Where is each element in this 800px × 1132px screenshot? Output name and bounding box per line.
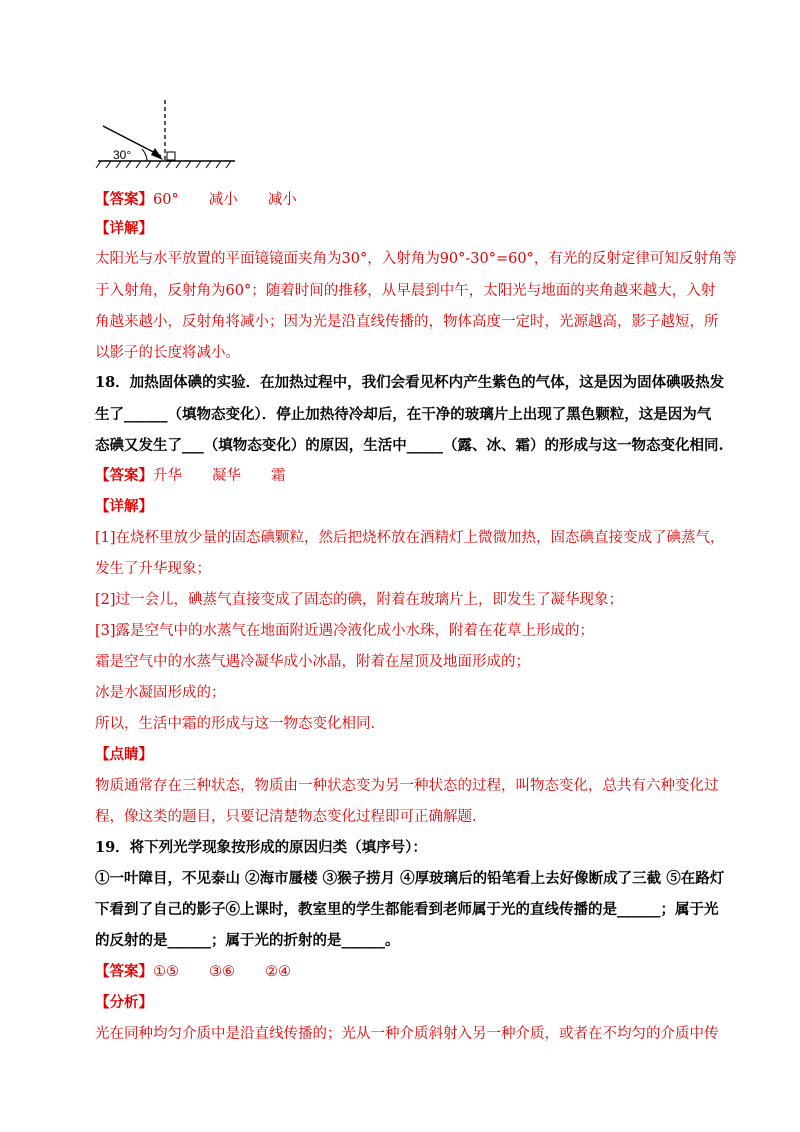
- q17-detail-tag: 【详解】: [95, 220, 153, 237]
- q19-answer: 【答案】①⑤ ③⑥ ②④: [95, 963, 291, 980]
- q19-analysis-line: 光在同种均匀介质中是沿直线传播的；光从一种介质斜射入另一种介质，或者在不均匀的介质中传: [95, 1026, 719, 1042]
- q18-detail-tag: 【详解】: [95, 498, 153, 515]
- q18-comment-tag: 【点睛】: [95, 746, 153, 763]
- q19-question-line: 19．将下列光学现象按形成的原因归类（填序号）：: [95, 839, 427, 856]
- q18-detail-line: 所以，生活中霜的形成与这一物态变化相同.: [95, 716, 376, 732]
- q18-detail-line: 发生了升华现象；: [95, 561, 211, 577]
- q18-detail-line: [2]过一会儿，碘蒸气直接变成了固态的碘，附着在玻璃片上，即发生了凝华现象；: [95, 592, 624, 608]
- q18-question-line: 18．加热固体碘的实验．在加热过程中，我们会看见杯内产生紫色的气体，这是因为固体碘吸热发: [95, 374, 725, 391]
- q19-analysis-tag: 【分析】: [95, 994, 153, 1011]
- q18-question-line: 态碘又发生了___（填物态变化）的原因，生活中_____（露、冰、霜）的形成与这一物态变化相同.: [95, 437, 724, 454]
- q18-detail-line: 霜是空气中的水蒸气遇冷凝华成小冰晶，附着在屋顶及地面形成的；: [95, 654, 530, 670]
- q19-question-line: ①一叶障目，不见泰山 ②海市蜃楼 ③猴子捞月 ④厚玻璃后的铅笔看上去好像断成了三截 ⑤在路灯: [95, 870, 725, 887]
- q17-detail-line: 以影子的长度将减小。: [95, 345, 240, 361]
- q18-comment-line: 程，像这类的题目，只要记清楚物态变化过程即可正确解题.: [95, 809, 477, 825]
- q18-detail-line: [1]在烧杯里放少量的固态碘颗粒，然后把烧杯放在酒精灯上微微加热，固态碘直接变成了碘蒸气，: [95, 530, 725, 546]
- q18-question-line: 生了______（填物态变化）．停止加热待冷却后，在干净的玻璃片上出现了黑色颗粒，这是因为气: [95, 406, 712, 423]
- q17-detail-line: 角越来越小，反射角将减小；因为光是沿直线传播的，物体高度一定时，光源越高，影子越短，所: [95, 314, 719, 330]
- q17-answer: 【答案】60° 减小 减小: [95, 191, 297, 208]
- q17-detail-line: 于入射角，反射角为60°；随着时间的推移，从早晨到中午，太阳光与地面的夹角越来越大，入射: [95, 283, 716, 299]
- q19-question-line: 的反射的是______；属于光的折射的是______。: [95, 932, 400, 949]
- reflection-diagram: [95, 98, 240, 170]
- angle-label: 30°: [113, 148, 132, 162]
- q18-detail-line: 冰是水凝固形成的；: [95, 685, 226, 701]
- q17-detail-line: 太阳光与水平放置的平面镜镜面夹角为30°，入射角为90°-30°=60°，有光的反射定律可知反射角等: [95, 251, 737, 267]
- q18-comment-line: 物质通常存在三种状态，物质由一种状态变为另一种状态的过程，叫物态变化，总共有六种变化过: [95, 778, 719, 794]
- q19-question-line: 下看到了自己的影子⑥上课时，教室里的学生都能看到老师属于光的直线传播的是______；属于光: [95, 901, 719, 918]
- q18-detail-line: [3]露是空气中的水蒸气在地面附近遇冷液化成小水珠，附着在花草上形成的；: [95, 623, 595, 639]
- q18-answer: 【答案】升华 凝华 霜: [95, 467, 286, 484]
